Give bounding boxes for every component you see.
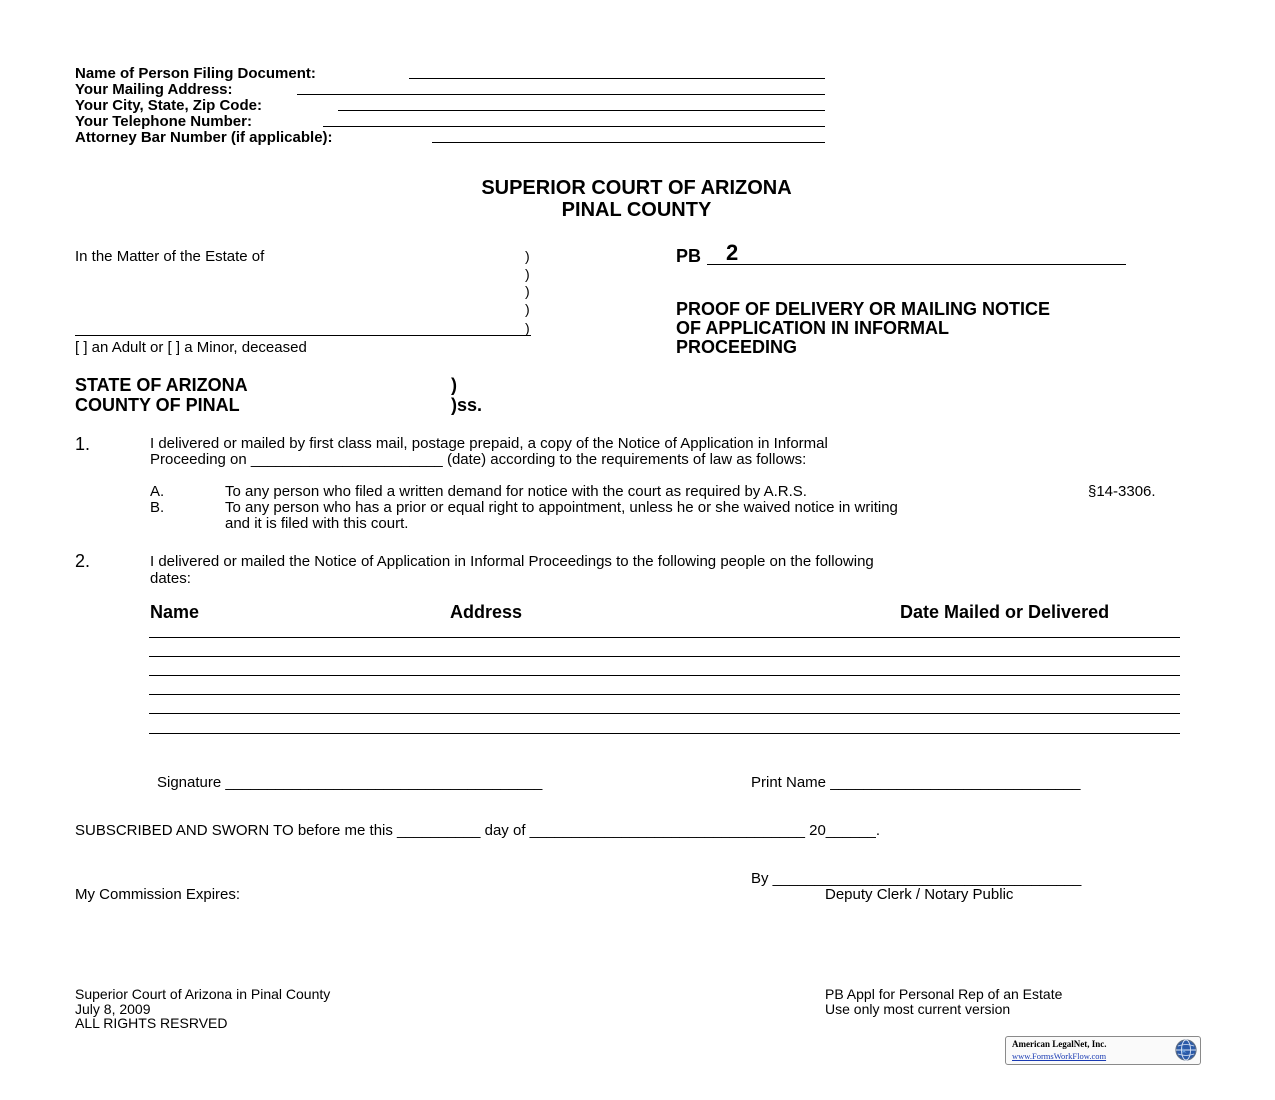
logo-url[interactable]: www.FormsWorkFlow.com [1012,1051,1107,1061]
case-number: 2 [726,240,739,265]
court-title: SUPERIOR COURT OF ARIZONA [481,177,792,199]
footer-right-line2: Use only most current version [825,1001,1011,1017]
table-row[interactable] [149,694,1180,695]
footer-right-line1: PB Appl for Personal Rep of an Estate [825,986,1063,1002]
commission-expires: My Commission Expires: [75,886,241,903]
para1-number: 1. [75,434,91,454]
para1-a-text: To any person who filed a written demand for notice with the court as required by A.R.S. [225,483,807,500]
col-name-header: Name [150,602,200,622]
para2-line1: I delivered or mailed the Notice of Application in Informal Proceedings to the following people on the following [150,553,874,570]
para1-b-label: B. [150,499,165,516]
venue-state: STATE OF ARIZONA [75,375,248,395]
caption-paren: ) [525,266,530,282]
para1-line2[interactable]: Proceeding on _______________________ (date) according to the requirements of law as follows: [150,451,807,468]
caption-paren: ) [525,283,530,299]
form-title-line3: PROCEEDING [676,337,798,357]
table-row[interactable] [149,713,1180,714]
logo-company-name: American LegalNet, Inc. [1012,1039,1107,1049]
case-prefix: PB [676,246,702,266]
table-row[interactable] [149,675,1180,676]
american-legalnet-logo[interactable] [1005,1036,1201,1065]
footer-left-line3: ALL RIGHTS RESRVED [75,1015,228,1031]
clerk-label: Deputy Clerk / Notary Public [825,886,1014,903]
para1-a-label: A. [150,483,165,500]
filer-bar-label: Attorney Bar Number (if applicable): [75,129,333,146]
footer-left-line2: July 8, 2009 [75,1001,151,1017]
para1-a-cite: §14-3306. [1088,483,1156,500]
filer-bar-line[interactable] [432,142,825,143]
filer-name-label: Name of Person Filing Document: [75,65,316,82]
form-title-line2: OF APPLICATION IN INFORMAL [676,318,949,338]
venue-county: COUNTY OF PINAL [75,395,240,415]
filer-phone-line[interactable] [323,126,825,127]
table-row[interactable] [149,656,1180,657]
para1-b-text1: To any person who has a prior or equal right to appointment, unless he or she waived notice in writing [225,499,898,516]
para1-line1: I delivered or mailed by first class mail, postage prepaid, a copy of the Notice of Application in Informal [150,435,828,452]
print-name-field[interactable]: Print Name ______________________________ [751,774,1081,791]
filer-phone-label: Your Telephone Number: [75,113,252,130]
signature-field[interactable]: Signature ______________________________________ [157,774,543,791]
caption-paren: ) [525,301,530,317]
table-row[interactable] [149,733,1180,734]
adult-minor-checkboxes[interactable]: [ ] an Adult or [ ] a Minor, deceased [75,339,307,356]
case-number-line[interactable] [707,264,1126,265]
col-date-header: Date Mailed or Delivered [900,602,1110,622]
filer-city-label: Your City, State, Zip Code: [75,97,262,114]
table-row[interactable] [149,637,1180,638]
filer-address-line[interactable] [297,94,825,95]
para2-line2: dates: [150,570,191,587]
sworn-statement[interactable]: SUBSCRIBED AND SWORN TO before me this __________ day of _________________________________ 20______. [75,822,881,839]
caption-paren: ) [525,248,530,264]
col-address-header: Address [450,602,523,622]
matter-label: In the Matter of the Estate of [75,248,265,265]
form-title-line1: PROOF OF DELIVERY OR MAILING NOTICE [676,299,1051,319]
filer-city-line[interactable] [338,110,825,111]
filer-address-label: Your Mailing Address: [75,81,233,98]
estate-name-line[interactable] [75,335,531,336]
footer-left-line1: Superior Court of Arizona in Pinal County [75,986,331,1002]
court-county: PINAL COUNTY [561,199,712,221]
para2-number: 2. [75,551,91,571]
para1-b-text2: and it is filed with this court. [225,515,409,532]
filer-name-line[interactable] [409,78,825,79]
venue-ss: )ss. [451,395,483,415]
globe-icon [1175,1039,1197,1061]
caption-paren: ) [525,320,530,336]
venue-state-paren: ) [451,375,457,395]
by-field[interactable]: By _____________________________________ [751,870,1082,887]
